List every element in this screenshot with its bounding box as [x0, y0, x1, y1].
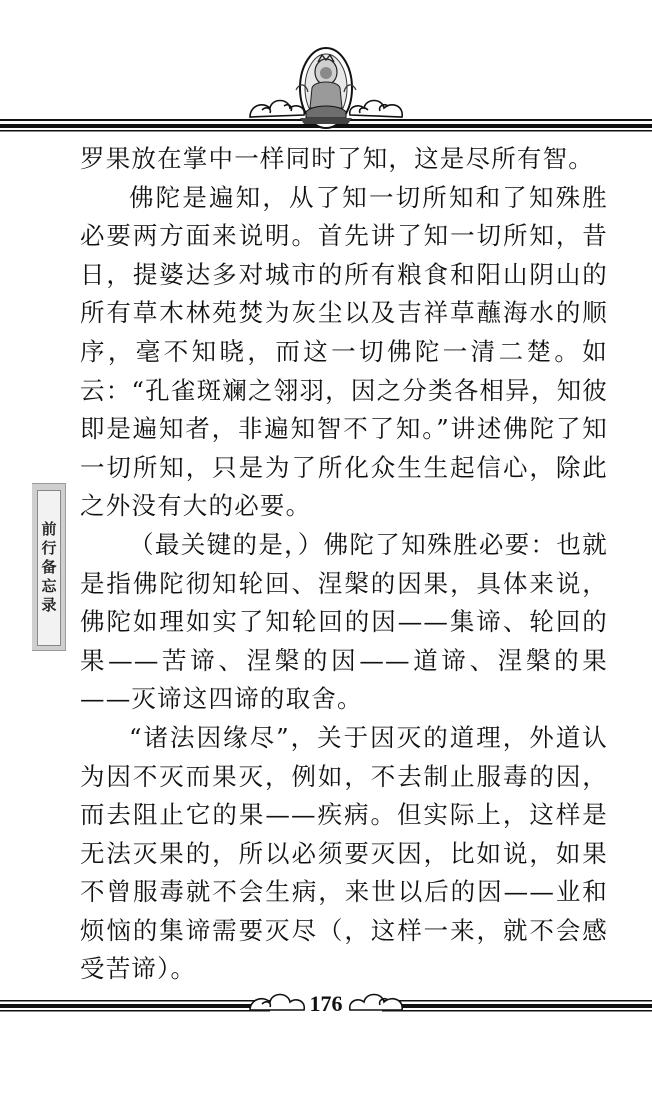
side-tab: [32, 483, 66, 651]
cloud-ornament-right-icon: [350, 101, 402, 118]
paragraph-omniscience: 佛陀是遍知，从了知一切所知和了知殊胜必要两方面来说明。首先讲了知一切所知，昔日，提婆达多对城市的所有粮食和阳山阴山的所有草木林苑焚为灰尘以及吉祥草蘸海水的顺序，毫不知晓，而这一切佛陀一清二楚。如云：“孔雀斑斓之翎羽，因之分类各相异，知彼即是遍知者，非遍知智不了知。”讲述佛陀了知一切所知，只是为了所化众生生起信心，除此之外没有大的必要。: [80, 182, 608, 521]
footer-rule-lines-right: [382, 1000, 652, 1012]
page-body: [80, 140, 608, 989]
page-number: 176: [309, 991, 343, 1016]
paragraph-four-truths: （最关键的是，）佛陀了知殊胜必要：也就是指佛陀彻知轮回、涅槃的因果，具体来说，佛陀如理如实了知轮回的因——集谛、轮回的果——苦谛、涅槃的因——道谛、涅槃的果——灭谛这四谛的取舍。: [80, 529, 608, 714]
paragraph-continuation: 罗果放在掌中一样同时了知，这是尽所有智。: [80, 144, 594, 173]
footer-cloud-right-icon: [350, 995, 402, 1011]
header-ornament: [0, 0, 652, 140]
side-tab-label: 前行备忘录: [39, 520, 58, 616]
cloud-ornament-left-icon: [250, 101, 304, 118]
footer-rule-lines-left: [0, 1000, 270, 1012]
side-tab-panel: [37, 490, 61, 646]
paragraph-cessation-of-causes: “诸法因缘尽”，关于因灭的道理，外道认为因不灭而果灭，例如，不去制止服毒的因，而去阻止它的果——疾病。但实际上，这样是无法灭果的，所以必须要灭因，比如说，如果不曾服毒就不会生病，来世以后的因——业和烦恼的集谛需要灭尽（，这样一来，就不会感受苦谛）。: [80, 722, 608, 984]
buddha-figure-icon: [296, 48, 356, 128]
